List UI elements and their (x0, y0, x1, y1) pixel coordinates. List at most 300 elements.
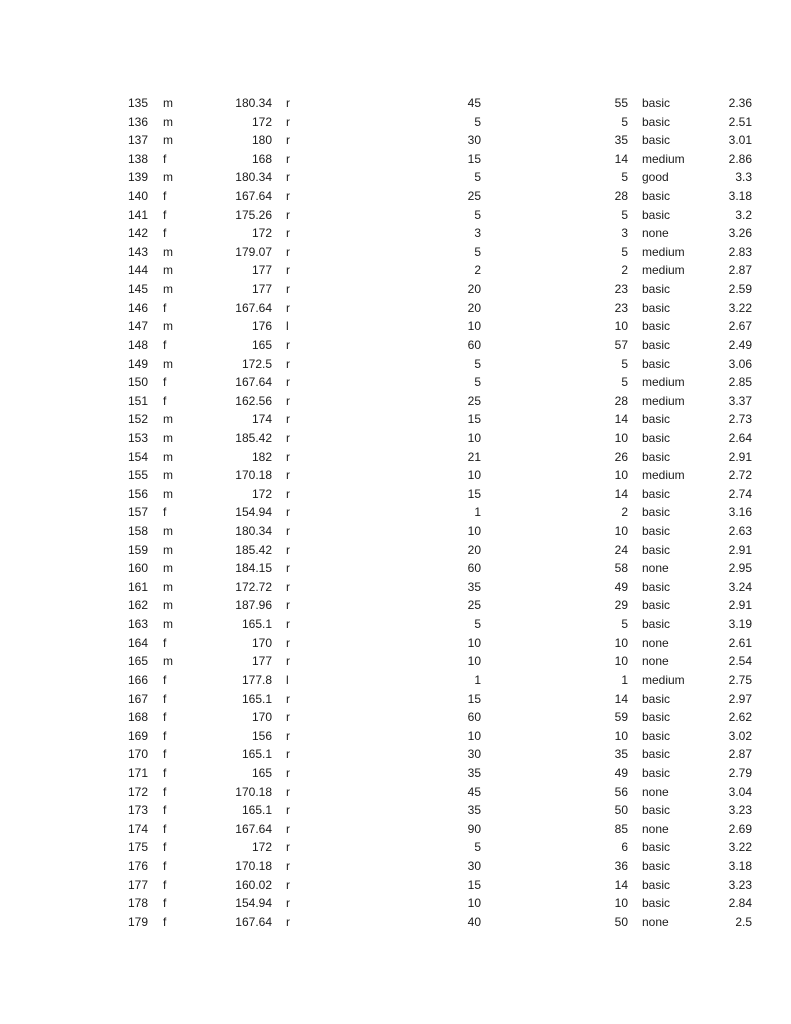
score-cell: 3.01 (728, 133, 752, 148)
hand-cell: r (286, 449, 290, 464)
value-a-cell: 21 (467, 449, 481, 464)
value-a-cell: 35 (467, 579, 481, 594)
value-b-cell: 10 (614, 468, 628, 483)
hand-cell: r (286, 691, 290, 706)
sex-cell: f (163, 747, 167, 762)
score-cell: 2.54 (728, 654, 752, 669)
value-b-cell: 10 (614, 430, 628, 445)
height-cell: 170.18 (235, 784, 272, 799)
table-row (0, 764, 791, 783)
value-b-cell: 29 (614, 598, 628, 613)
height-cell: 165.1 (241, 691, 272, 706)
level-cell: basic (642, 430, 671, 445)
height-cell: 168 (251, 151, 272, 166)
sex-cell: m (163, 356, 173, 371)
height-cell: 172 (251, 226, 272, 241)
height-cell: 167.64 (235, 300, 272, 315)
score-cell: 2.59 (728, 282, 752, 297)
sex-cell: m (163, 598, 173, 613)
hand-cell: r (286, 747, 290, 762)
value-b-cell: 56 (614, 784, 628, 799)
row-id-cell: 153 (127, 430, 148, 445)
table-row (0, 634, 791, 653)
table-row (0, 168, 791, 187)
row-id-cell: 156 (127, 486, 148, 501)
level-cell: basic (642, 524, 671, 539)
value-a-cell: 90 (467, 821, 481, 836)
value-a-cell: 35 (467, 765, 481, 780)
hand-cell: r (286, 244, 290, 259)
sex-cell: f (163, 840, 167, 855)
sex-cell: m (163, 319, 173, 334)
table-row (0, 708, 791, 727)
sex-cell: f (163, 691, 167, 706)
sex-cell: f (163, 803, 167, 818)
score-cell: 2.69 (728, 821, 752, 836)
sex-cell: f (163, 728, 167, 743)
row-id-cell: 145 (127, 282, 148, 297)
value-a-cell: 1 (474, 672, 481, 687)
height-cell: 162.56 (235, 393, 272, 408)
table-row (0, 355, 791, 374)
table-row (0, 838, 791, 857)
score-cell: 2.72 (728, 468, 752, 483)
value-b-cell: 5 (621, 375, 628, 390)
height-cell: 167.64 (235, 914, 272, 929)
value-a-cell: 5 (474, 170, 481, 185)
value-a-cell: 3 (474, 226, 481, 241)
hand-cell: r (286, 598, 290, 613)
table-row (0, 280, 791, 299)
value-a-cell: 10 (467, 468, 481, 483)
value-b-cell: 49 (614, 579, 628, 594)
value-a-cell: 10 (467, 319, 481, 334)
table-row (0, 224, 791, 243)
value-a-cell: 10 (467, 896, 481, 911)
row-id-cell: 159 (127, 542, 148, 557)
score-cell: 2.97 (728, 691, 752, 706)
sex-cell: m (163, 468, 173, 483)
sex-cell: m (163, 96, 173, 110)
row-id-cell: 139 (127, 170, 148, 185)
height-cell: 177 (251, 263, 272, 278)
row-id-cell: 142 (127, 226, 148, 241)
value-a-cell: 1 (474, 505, 481, 520)
value-b-cell: 14 (614, 877, 628, 892)
hand-cell: r (286, 654, 290, 669)
row-id-cell: 141 (127, 207, 148, 222)
score-cell: 2.74 (728, 486, 752, 501)
table-row (0, 187, 791, 206)
row-id-cell: 171 (127, 765, 148, 780)
row-id-cell: 175 (127, 840, 148, 855)
score-cell: 3.24 (728, 579, 752, 594)
value-a-cell: 35 (467, 803, 481, 818)
score-cell: 3.22 (728, 300, 752, 315)
row-id-cell: 158 (127, 524, 148, 539)
value-b-cell: 5 (621, 170, 628, 185)
value-a-cell: 40 (467, 914, 481, 929)
hand-cell: r (286, 635, 290, 650)
height-cell: 180.34 (235, 170, 272, 185)
value-a-cell: 20 (467, 282, 481, 297)
hand-cell: r (286, 840, 290, 855)
row-id-cell: 178 (127, 896, 148, 911)
sex-cell: m (163, 244, 173, 259)
sex-cell: m (163, 654, 173, 669)
value-b-cell: 14 (614, 412, 628, 427)
row-id-cell: 148 (127, 337, 148, 352)
score-cell: 3.19 (728, 617, 752, 632)
level-cell: basic (642, 486, 671, 501)
value-b-cell: 36 (614, 858, 628, 873)
value-b-cell: 10 (614, 654, 628, 669)
hand-cell: r (286, 542, 290, 557)
row-id-cell: 157 (127, 505, 148, 520)
table-row (0, 801, 791, 820)
value-b-cell: 58 (614, 561, 628, 576)
height-cell: 177.8 (241, 672, 272, 687)
hand-cell: r (286, 282, 290, 297)
level-cell: basic (642, 337, 671, 352)
level-cell: good (642, 170, 669, 185)
value-b-cell: 35 (614, 133, 628, 148)
hand-cell: r (286, 375, 290, 390)
hand-cell: r (286, 524, 290, 539)
row-id-cell: 161 (127, 579, 148, 594)
score-cell: 2.87 (728, 263, 752, 278)
height-cell: 184.15 (235, 561, 272, 576)
height-cell: 165.1 (241, 617, 272, 632)
hand-cell: r (286, 561, 290, 576)
value-a-cell: 10 (467, 430, 481, 445)
hand-cell: r (286, 393, 290, 408)
sex-cell: f (163, 858, 167, 873)
value-b-cell: 10 (614, 728, 628, 743)
level-cell: basic (642, 96, 671, 110)
sex-cell: f (163, 300, 167, 315)
value-b-cell: 14 (614, 486, 628, 501)
value-a-cell: 60 (467, 710, 481, 725)
level-cell: basic (642, 282, 671, 297)
height-cell: 165.1 (241, 747, 272, 762)
height-cell: 170.18 (235, 468, 272, 483)
height-cell: 167.64 (235, 821, 272, 836)
score-cell: 3.37 (728, 393, 752, 408)
level-cell: basic (642, 505, 671, 520)
score-cell: 2.62 (728, 710, 752, 725)
sex-cell: m (163, 561, 173, 576)
height-cell: 154.94 (235, 505, 272, 520)
height-cell: 165.1 (241, 803, 272, 818)
hand-cell: r (286, 728, 290, 743)
row-id-cell: 174 (127, 821, 148, 836)
table-row (0, 876, 791, 895)
score-cell: 2.51 (728, 114, 752, 129)
sex-cell: f (163, 877, 167, 892)
value-a-cell: 10 (467, 654, 481, 669)
level-cell: none (642, 821, 669, 836)
table-row (0, 596, 791, 615)
height-cell: 170 (251, 635, 272, 650)
level-cell: basic (642, 542, 671, 557)
sex-cell: f (163, 207, 167, 222)
hand-cell: r (286, 821, 290, 836)
table-row (0, 671, 791, 690)
height-cell: 167.64 (235, 375, 272, 390)
row-id-cell: 179 (127, 914, 148, 929)
value-b-cell: 14 (614, 691, 628, 706)
value-a-cell: 15 (467, 486, 481, 501)
table-row (0, 913, 791, 932)
hand-cell: r (286, 858, 290, 873)
row-id-cell: 138 (127, 151, 148, 166)
value-b-cell: 26 (614, 449, 628, 464)
level-cell: basic (642, 710, 671, 725)
level-cell: none (642, 226, 669, 241)
table-row (0, 373, 791, 392)
table-row (0, 485, 791, 504)
height-cell: 174 (251, 412, 272, 427)
score-cell: 2.36 (728, 96, 752, 110)
sex-cell: m (163, 617, 173, 632)
height-cell: 172.5 (241, 356, 272, 371)
hand-cell: r (286, 133, 290, 148)
value-a-cell: 5 (474, 114, 481, 129)
table-row (0, 503, 791, 522)
row-id-cell: 143 (127, 244, 148, 259)
row-id-cell: 150 (127, 375, 148, 390)
table-row (0, 541, 791, 560)
table-row (0, 429, 791, 448)
score-cell: 2.91 (728, 542, 752, 557)
value-b-cell: 50 (614, 914, 628, 929)
value-a-cell: 15 (467, 877, 481, 892)
hand-cell: r (286, 151, 290, 166)
table-row (0, 690, 791, 709)
hand-cell: r (286, 96, 290, 110)
level-cell: medium (642, 468, 685, 483)
table-row (0, 131, 791, 150)
row-id-cell: 154 (127, 449, 148, 464)
value-b-cell: 24 (614, 542, 628, 557)
level-cell: basic (642, 728, 671, 743)
score-cell: 2.67 (728, 319, 752, 334)
height-cell: 172 (251, 840, 272, 855)
height-cell: 165 (251, 337, 272, 352)
level-cell: none (642, 561, 669, 576)
value-b-cell: 14 (614, 151, 628, 166)
table-row (0, 299, 791, 318)
value-b-cell: 2 (621, 263, 628, 278)
value-b-cell: 10 (614, 635, 628, 650)
hand-cell: r (286, 468, 290, 483)
level-cell: basic (642, 449, 671, 464)
value-b-cell: 23 (614, 282, 628, 297)
score-cell: 2.63 (728, 524, 752, 539)
value-b-cell: 5 (621, 207, 628, 222)
score-cell: 2.84 (728, 896, 752, 911)
level-cell: basic (642, 319, 671, 334)
score-cell: 2.85 (728, 375, 752, 390)
value-a-cell: 60 (467, 337, 481, 352)
value-b-cell: 5 (621, 617, 628, 632)
level-cell: medium (642, 244, 685, 259)
value-b-cell: 10 (614, 319, 628, 334)
hand-cell: r (286, 877, 290, 892)
level-cell: basic (642, 858, 671, 873)
value-a-cell: 45 (467, 96, 481, 110)
level-cell: basic (642, 877, 671, 892)
level-cell: basic (642, 617, 671, 632)
level-cell: medium (642, 393, 685, 408)
hand-cell: r (286, 896, 290, 911)
level-cell: basic (642, 747, 671, 762)
sex-cell: m (163, 133, 173, 148)
height-cell: 182 (251, 449, 272, 464)
height-cell: 180.34 (235, 524, 272, 539)
row-id-cell: 173 (127, 803, 148, 818)
height-cell: 160.02 (235, 877, 272, 892)
sex-cell: m (163, 449, 173, 464)
row-id-cell: 170 (127, 747, 148, 762)
row-id-cell: 149 (127, 356, 148, 371)
height-cell: 170.18 (235, 858, 272, 873)
hand-cell: r (286, 617, 290, 632)
score-cell: 2.61 (728, 635, 752, 650)
level-cell: basic (642, 114, 671, 129)
height-cell: 180 (251, 133, 272, 148)
height-cell: 185.42 (235, 542, 272, 557)
table-row (0, 243, 791, 262)
sex-cell: f (163, 375, 167, 390)
sex-cell: f (163, 226, 167, 241)
level-cell: medium (642, 672, 685, 687)
hand-cell: r (286, 114, 290, 129)
level-cell: none (642, 914, 669, 929)
value-b-cell: 28 (614, 189, 628, 204)
sex-cell: f (163, 151, 167, 166)
table-row (0, 94, 791, 113)
row-id-cell: 169 (127, 728, 148, 743)
height-cell: 172 (251, 486, 272, 501)
value-b-cell: 5 (621, 114, 628, 129)
row-id-cell: 136 (127, 114, 148, 129)
table-row (0, 578, 791, 597)
value-a-cell: 20 (467, 542, 481, 557)
row-id-cell: 147 (127, 319, 148, 334)
score-cell: 2.49 (728, 337, 752, 352)
row-id-cell: 167 (127, 691, 148, 706)
row-id-cell: 140 (127, 189, 148, 204)
row-id-cell: 155 (127, 468, 148, 483)
sex-cell: m (163, 282, 173, 297)
value-a-cell: 5 (474, 840, 481, 855)
table-row (0, 820, 791, 839)
value-a-cell: 10 (467, 635, 481, 650)
sex-cell: m (163, 412, 173, 427)
row-id-cell: 144 (127, 263, 148, 278)
score-cell: 2.95 (728, 561, 752, 576)
level-cell: basic (642, 598, 671, 613)
value-a-cell: 25 (467, 598, 481, 613)
table-row (0, 522, 791, 541)
value-a-cell: 10 (467, 728, 481, 743)
table-row (0, 317, 791, 336)
table-row (0, 113, 791, 132)
table-row (0, 727, 791, 746)
row-id-cell: 152 (127, 412, 148, 427)
level-cell: basic (642, 579, 671, 594)
sex-cell: f (163, 505, 167, 520)
row-id-cell: 135 (127, 96, 148, 110)
row-id-cell: 168 (127, 710, 148, 725)
hand-cell: r (286, 300, 290, 315)
table-row (0, 894, 791, 913)
sex-cell: f (163, 635, 167, 650)
level-cell: basic (642, 133, 671, 148)
hand-cell: r (286, 412, 290, 427)
value-a-cell: 5 (474, 356, 481, 371)
level-cell: medium (642, 151, 685, 166)
hand-cell: r (286, 579, 290, 594)
score-cell: 3.16 (728, 505, 752, 520)
value-a-cell: 10 (467, 524, 481, 539)
value-a-cell: 15 (467, 691, 481, 706)
sex-cell: f (163, 393, 167, 408)
height-cell: 167.64 (235, 189, 272, 204)
score-cell: 3.02 (728, 728, 752, 743)
hand-cell: l (286, 319, 289, 334)
table-row (0, 410, 791, 429)
table-row (0, 652, 791, 671)
hand-cell: r (286, 914, 290, 929)
height-cell: 185.42 (235, 430, 272, 445)
level-cell: basic (642, 896, 671, 911)
score-cell: 2.75 (728, 672, 752, 687)
hand-cell: l (286, 672, 289, 687)
hand-cell: r (286, 765, 290, 780)
height-cell: 187.96 (235, 598, 272, 613)
table-row (0, 336, 791, 355)
hand-cell: r (286, 356, 290, 371)
level-cell: basic (642, 803, 671, 818)
sex-cell: f (163, 189, 167, 204)
sex-cell: m (163, 486, 173, 501)
height-cell: 156 (251, 728, 272, 743)
height-cell: 180.34 (235, 96, 272, 110)
score-cell: 2.5 (735, 914, 752, 929)
sex-cell: f (163, 784, 167, 799)
level-cell: medium (642, 375, 685, 390)
hand-cell: r (286, 207, 290, 222)
sex-cell: f (163, 710, 167, 725)
hand-cell: r (286, 226, 290, 241)
value-b-cell: 10 (614, 524, 628, 539)
sex-cell: f (163, 821, 167, 836)
value-b-cell: 23 (614, 300, 628, 315)
value-a-cell: 15 (467, 412, 481, 427)
height-cell: 176 (251, 319, 272, 334)
value-a-cell: 25 (467, 189, 481, 204)
score-cell: 3.06 (728, 356, 752, 371)
value-a-cell: 60 (467, 561, 481, 576)
level-cell: basic (642, 840, 671, 855)
height-cell: 172 (251, 114, 272, 129)
sex-cell: m (163, 170, 173, 185)
level-cell: basic (642, 765, 671, 780)
value-a-cell: 30 (467, 133, 481, 148)
